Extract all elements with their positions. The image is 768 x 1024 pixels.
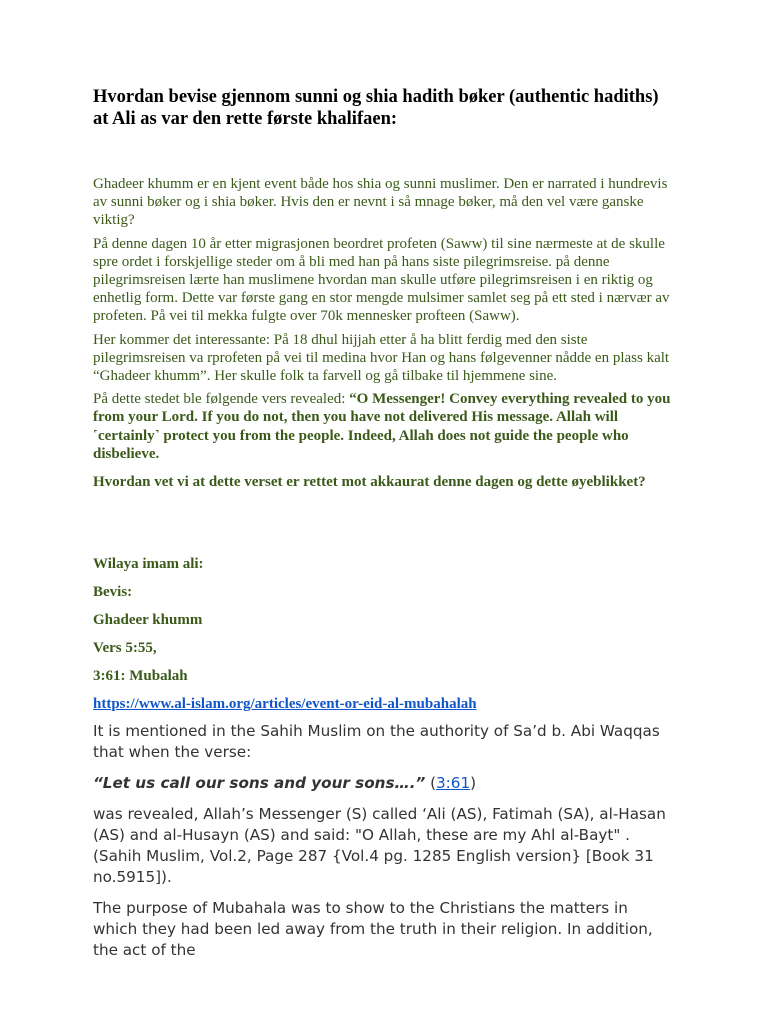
list-item-vers: Vers 5:55,: [93, 640, 157, 657]
verse-reference-link[interactable]: 3:61: [436, 774, 471, 793]
document-page: [93, 86, 675, 961]
list-item-ghadeer: Ghadeer khumm: [93, 612, 203, 629]
paragraph-migration: På denne dagen 10 år etter migrasjonen beordret profeten (Saww) til sine nærmeste at de skulle spre ordet i forskjellige steder om å bli med han på hans siste pilegrimsreise. på denne pilegrimsreisen lærte han muslimene hvordan man skulle utføre pilegrimsreisen i en riktig og enhetlig form. Dette var første gang en stor mengde mulsimer samlet seg på ett sted i nærvær av profeten. På vei til mekka fulgte over 70k mennesker profteen (Saww).: [93, 235, 670, 325]
quote-close: ): [470, 774, 477, 793]
verse-quote: “O Messenger! Convey everything revealed to you from your Lord. If you do not, then you have not delivered His message. Allah will ˹certainly˺ protect you from the people. Indeed, Allah does not guide the people who disbelieve.: [93, 391, 671, 462]
paragraph-interesting: Her kommer det interessante: På 18 dhul hijjah etter å ha blitt ferdig med den siste pilegrimsreisen va rprofeten på vei til medina hvor Han og hans følgevenner nådde en plass kalt “Ghadeer khumm”. Her skulle folk ta farvell og gå tilbake til hjemmene sine.: [93, 331, 670, 385]
paragraph-ghadeer-intro: Ghadeer khumm er en kjent event både hos shia og sunni muslimer. Den er narrated i hundrevis av sunni bøker og i shia bøker. Hvis den er nevnt i så mnage bøker, må den vel være ganske viktig?: [93, 176, 668, 229]
article-paragraph-1: It is mentioned in the Sahih Muslim on the authority of Sa’d b. Abi Waqqas that when the verse:: [93, 722, 660, 762]
verse-intro: På dette stedet ble følgende vers revealed:: [93, 391, 350, 408]
quote-text: “Let us call our sons and your sons….”: [93, 774, 426, 793]
article-paragraph-4: The purpose of Mubahala was to show to the Christians the matters in which they had been led away from the truth in their religion. In addition, the act of the: [93, 899, 653, 960]
list-item-bevis: Bevis:: [93, 584, 133, 601]
list-item-wilaya: Wilaya imam ali:: [93, 556, 204, 573]
quote-open: (: [425, 774, 437, 793]
mubahalah-link[interactable]: https://www.al-islam.org/articles/event-or-eid-al-mubahalah: [93, 696, 477, 713]
link-line: [93, 695, 675, 713]
document-title: Hvordan bevise gjennom sunni og shia hadith bøker (authentic hadiths) at Ali as var den rette første khalifaen:: [93, 87, 659, 129]
list-item-mubalah: 3:61: Mubalah: [93, 668, 188, 685]
article-paragraph-3: was revealed, Allah’s Messenger (S) called ‘Ali (AS), Fatimah (SA), al-Hasan (AS) and al-Husayn (AS) and said: "O Allah, these are my Ahl al-Bayt" . (Sahih Muslim, Vol.2, Page 287 {Vol.4 pg. 1285 English version} [Book 31 no.5915]).: [93, 805, 666, 887]
paragraph-verse: [93, 390, 675, 463]
paragraph-question: Hvordan vet vi at dette verset er rettet mot akkaurat denne dagen og dette øyeblikket?: [93, 474, 646, 491]
article-quote-line: [93, 773, 675, 794]
